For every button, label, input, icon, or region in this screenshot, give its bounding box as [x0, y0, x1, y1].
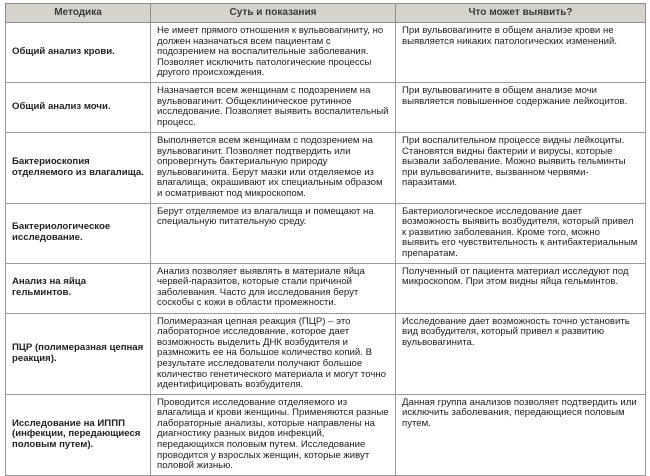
table-row: [6, 313, 646, 394]
table-header: [6, 4, 646, 23]
header-essence: Суть и показания: [151, 4, 396, 23]
reveals-cell: Бактериологическое исследование дает возможность выявить возбудителя, который привел к развитию заболевания. Кроме того, можно выявить его чувствительность к антибактериальным препаратам.: [396, 203, 646, 263]
table-row: [6, 203, 646, 263]
reveals-cell: Данная группа анализов позволяет подтвердить или исключить заболевания, передающиеся половым путем.: [396, 394, 646, 475]
reveals-cell: При вульвовагините в общем анализе мочи выявляется повышенное содержание лейкоцитов.: [396, 83, 646, 133]
method-cell: ПЦР (полимеразная цепная реакция).: [6, 313, 151, 394]
table-row: [6, 263, 646, 313]
method-cell: Бактериоскопия отделяемого из влагалища.: [6, 133, 151, 204]
essence-cell: Проводится исследование отделяемого из влагалища и крови женщины. Применяются разные лабораторные анализы, которые направлены на диагностику разных видов инфекций, передающихся половым путем. Исследование проводится у взрослых женщин, которые живут половой жизнью.: [151, 394, 396, 475]
method-cell: Общий анализ мочи.: [6, 83, 151, 133]
method-cell: Общий анализ крови.: [6, 23, 151, 83]
essence-cell: Выполняется всем женщинам с подозрением на вульвовагинит. Позволяет подтвердить или опровергнуть бактериальную природу вульвовагинита. Берут мазки или отделяемое из влагалища, окрашивают их специальным образом и осматривают под микроскопом.: [151, 133, 396, 204]
reveals-cell: Исследование дает возможность точно установить вид возбудителя, который привел к развитию вульвовагинита.: [396, 313, 646, 394]
diagnostics-table: [5, 3, 646, 476]
table-body: [6, 23, 646, 476]
method-cell: Анализ на яйца гельминтов.: [6, 263, 151, 313]
table-row: [6, 394, 646, 475]
header-reveals: Что может выявить?: [396, 4, 646, 23]
table-row: [6, 133, 646, 204]
essence-cell: Назначается всем женщинам с подозрением на вульвовагинит. Общеклиническое рутинное исследование. Позволяет выявить воспалительный процесс.: [151, 83, 396, 133]
essence-cell: Полимеразная цепная реакция (ПЦР) – это лабораторное исследование, которое дает возможность выделить ДНК возбудителя и размножить ее на большое количество копий. В результате исследователи получают большое количество генетического материала и могут точно идентифицировать возбудителя.: [151, 313, 396, 394]
essence-cell: Не имеет прямого отношения к вульвовагиниту, но должен назначаться всем пациентам с подозрением на воспалительные заболевания. Позволяет исключить патологические процессы другого происхождения.: [151, 23, 396, 83]
table-row: [6, 83, 646, 133]
reveals-cell: Полученный от пациента материал исследуют под микроскопом. При этом видны яйца гельминтов.: [396, 263, 646, 313]
essence-cell: Берут отделяемое из влагалища и помещают на специальную питательную среду.: [151, 203, 396, 263]
essence-cell: Анализ позволяет выявлять в материале яйца червей-паразитов, которые стали причиной заболевания. Часто для исследования берут соскобы с кожи в области промежности.: [151, 263, 396, 313]
method-cell: Исследование на ИППП (инфекции, передающиеся половым путем).: [6, 394, 151, 475]
method-cell: Бактериологическое исследование.: [6, 203, 151, 263]
table-row: [6, 23, 646, 83]
reveals-cell: При вульвовагините в общем анализе крови не выявляется никаких патологических изменений.: [396, 23, 646, 83]
reveals-cell: При воспалительном процессе видны лейкоциты. Становятся видны бактерии и вирусы, которые вызвали заболевание. Можно выявить гельминты при вульвовагините, вызванном червями-паразитами.: [396, 133, 646, 204]
header-method: Методика: [6, 4, 151, 23]
